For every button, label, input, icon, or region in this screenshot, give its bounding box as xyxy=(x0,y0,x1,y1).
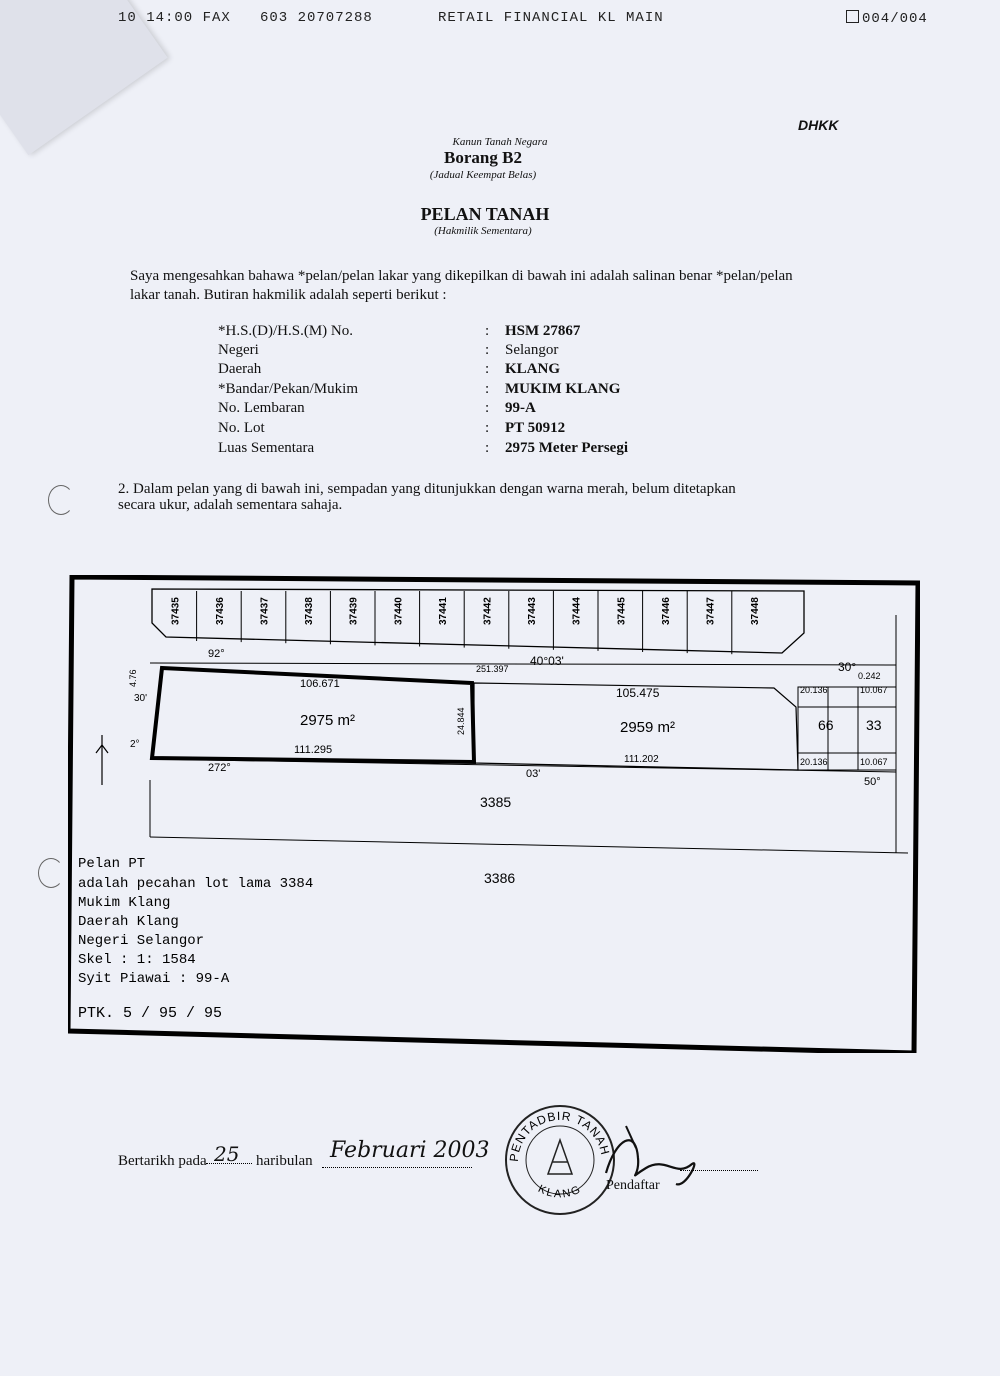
fax-icon xyxy=(846,10,859,23)
detail-label-lot: No. Lot xyxy=(218,420,265,436)
fax-number: 603 20707288 xyxy=(260,10,373,26)
dated-day: 25 xyxy=(214,1142,240,1166)
lot-number: 37442 xyxy=(482,597,494,625)
form-schedule: (Jadual Keempat Belas) xyxy=(429,169,537,181)
lot-number: 37438 xyxy=(304,597,316,625)
stamp-text: PENTADBIR TANAH xyxy=(506,1108,613,1163)
legend-line: Skel : 1: 1584 xyxy=(78,952,196,968)
bearing-label: 2° xyxy=(130,739,140,750)
detail-value-lembaran: 99-A xyxy=(505,400,536,416)
lot-number: 37435 xyxy=(170,597,182,625)
lot-number: 37448 xyxy=(750,597,762,625)
distance-label: 20.136 xyxy=(800,685,828,695)
distance-label: 10.067 xyxy=(860,685,888,695)
fax-page xyxy=(846,10,928,27)
month-line xyxy=(322,1167,472,1168)
distance-label: 251.397 xyxy=(476,664,509,674)
bearing-label: 40°03' xyxy=(530,654,564,668)
legend-line: Mukim Klang xyxy=(78,895,171,911)
lot-number: 37437 xyxy=(259,597,271,625)
detail-value-daerah: KLANG xyxy=(505,361,561,377)
svg-text:KLANG xyxy=(536,1183,584,1201)
detail-value-negeri: Selangor xyxy=(505,342,559,358)
detail-colon: : xyxy=(485,342,490,358)
dated-month-year: Februari 2003 xyxy=(330,1138,490,1163)
detail-colon: : xyxy=(485,420,490,436)
detail-value-hs: HSM 27867 xyxy=(505,323,581,339)
registrar-label: Pendaftar xyxy=(606,1178,660,1193)
detail-colon: : xyxy=(485,323,490,339)
month-label: haribulan xyxy=(256,1153,313,1169)
fax-page-number: 004/004 xyxy=(862,11,928,27)
land-plan xyxy=(68,575,920,1053)
dated-label: Bertarikh pada xyxy=(118,1153,207,1169)
lot-label: 33 xyxy=(866,717,882,733)
punch-hole xyxy=(38,858,64,888)
lot-number: 37446 xyxy=(660,597,672,625)
detail-label-mukim: *Bandar/Pekan/Mukim xyxy=(218,381,358,397)
detail-label-lembaran: No. Lembaran xyxy=(218,400,305,416)
lot-number: 37441 xyxy=(437,597,449,625)
bearing-label: 30' xyxy=(134,693,148,704)
intro-line-1: Saya mengesahkan bahawa *pelan/pelan lakar yang dikepilkan di bawah ini adalah salinan benar *pelan/pelan xyxy=(130,268,793,284)
distance-label: 111.202 xyxy=(624,754,659,765)
detail-value-lot: PT 50912 xyxy=(505,420,566,436)
legend-line: adalah pecahan lot lama 3384 xyxy=(78,876,314,892)
bearing-label: 92° xyxy=(208,648,225,660)
distance-label: 20.136 xyxy=(800,757,828,767)
area-label: 2959 m² xyxy=(620,719,676,736)
lot-number: 37439 xyxy=(348,597,360,625)
lot-number: 37444 xyxy=(571,597,583,625)
distance-label: 105.475 xyxy=(616,686,660,700)
detail-colon: : xyxy=(485,400,490,416)
bearing-label: 50° xyxy=(864,776,881,788)
detail-colon: : xyxy=(485,440,490,456)
distance-label: 111.295 xyxy=(294,744,333,756)
lot-number: 37447 xyxy=(705,597,717,625)
detail-value-mukim: MUKIM KLANG xyxy=(505,381,621,397)
bearing-label: 30° xyxy=(838,660,857,674)
stamp-place: KLANG xyxy=(536,1182,584,1201)
punch-hole xyxy=(48,485,74,515)
note-2-line-1: 2. Dalam pelan yang di bawah ini, sempadan yang ditunjukkan dengan warna merah, belum ditetapkan xyxy=(118,481,736,497)
detail-value-luas: 2975 Meter Persegi xyxy=(505,440,628,456)
lot-label: 3386 xyxy=(484,870,516,886)
distance-label: 0.242 xyxy=(858,671,881,681)
bearing-label: 272° xyxy=(208,762,231,774)
detail-label-hs: *H.S.(D)/H.S.(M) No. xyxy=(218,323,353,339)
fax-time: 10 14:00 FAX xyxy=(118,10,231,26)
lot-label: 3385 xyxy=(480,794,512,810)
distance-label: 24.844 xyxy=(456,707,466,735)
crest-icon xyxy=(548,1140,572,1174)
note-2-line-2: secara ukur, adalah sementara sahaja. xyxy=(118,497,343,513)
lot-number: 37445 xyxy=(616,597,628,625)
legend-line: Syit Piawai : 99-A xyxy=(78,971,230,987)
corner-mark: DHKK xyxy=(798,117,839,133)
fax-sender: RETAIL FINANCIAL KL MAIN xyxy=(438,10,664,26)
lot-number: 37440 xyxy=(393,597,405,625)
intro-line-2: lakar tanah. Butiran hakmilik adalah seperti berikut : xyxy=(130,287,447,303)
form-name: Borang B2 xyxy=(444,148,522,167)
detail-colon: : xyxy=(485,361,490,377)
form-act: Kanun Tanah Negara xyxy=(452,136,548,148)
lot-number: 37443 xyxy=(527,597,539,625)
distance-label: 4.76 xyxy=(128,669,138,687)
signature-line xyxy=(680,1170,758,1171)
legend-line: Negeri Selangor xyxy=(78,933,205,949)
lot-number: 37436 xyxy=(214,597,226,625)
detail-label-luas: Luas Sementara xyxy=(218,440,315,456)
bearing-label: 03' xyxy=(526,768,541,780)
detail-label-daerah: Daerah xyxy=(218,361,262,377)
plan-legend xyxy=(78,856,313,1022)
distance-label: 10.067 xyxy=(860,757,888,767)
legend-line: Daerah Klang xyxy=(78,914,179,930)
legend-line: Pelan PT xyxy=(78,856,146,872)
distance-label: 106.671 xyxy=(300,678,340,690)
area-label: 2975 m² xyxy=(300,712,356,729)
detail-label-negeri: Negeri xyxy=(218,342,259,358)
detail-colon: : xyxy=(485,381,490,397)
form-subtitle: (Hakmilik Sementara) xyxy=(434,225,532,237)
page-title: PELAN TANAH xyxy=(420,204,550,224)
lot-label: 66 xyxy=(818,717,834,733)
ptk-reference: PTK. 5 / 95 / 95 xyxy=(78,1005,223,1022)
